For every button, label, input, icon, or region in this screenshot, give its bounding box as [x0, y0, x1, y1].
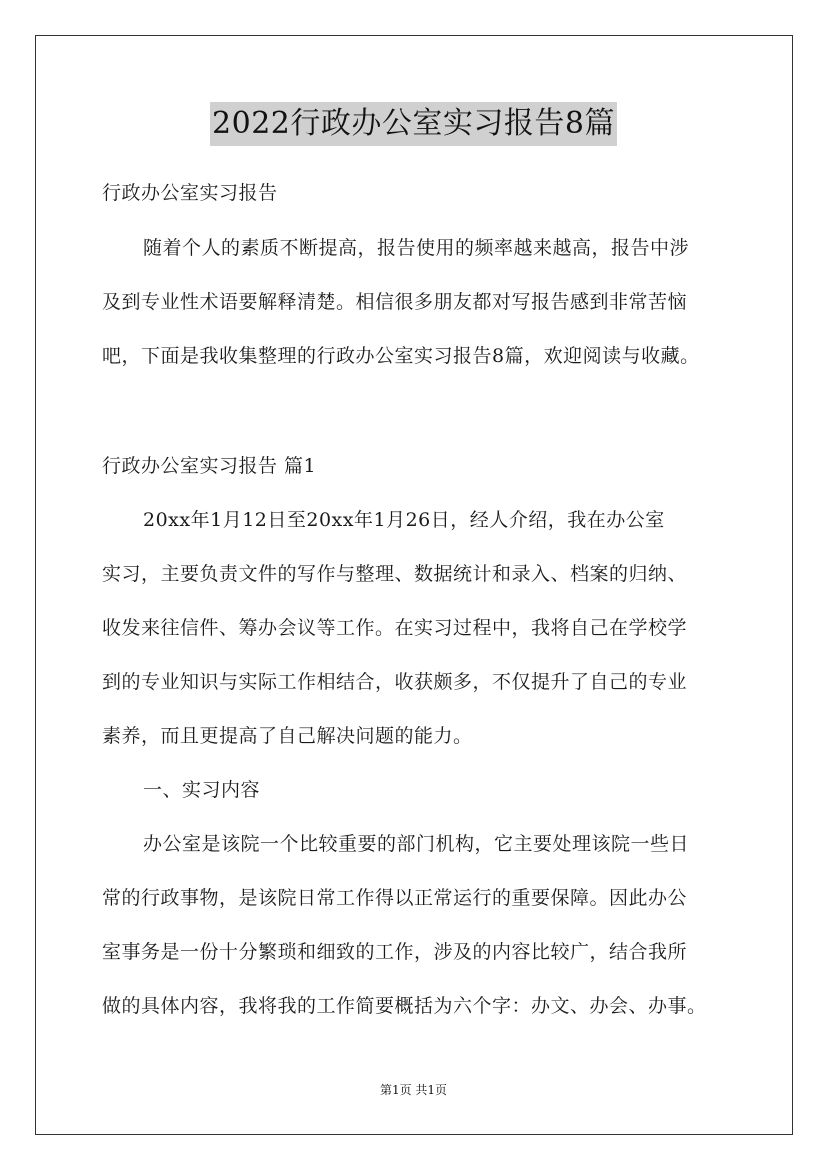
intro-heading: 行政办公室实习报告: [102, 182, 278, 204]
paragraph-line: 常的行政事物，是该院日常工作得以正常运行的重要保障。因此办公: [102, 887, 688, 909]
paragraph-line: 收发来往信件、筹办会议等工作。在实习过程中，我将自己在学校学: [102, 617, 688, 639]
title-wrap: [0, 102, 827, 146]
paragraph-line: 到的专业知识与实际工作相结合，收获颇多，不仅提升了自己的专业: [102, 671, 688, 693]
paragraph-line: 实习，主要负责文件的写作与整理、数据统计和录入、档案的归纳、: [102, 563, 688, 585]
page-footer: 第1页 共1页: [379, 1083, 448, 1097]
paragraph-line: 素养，而且更提高了自己解决问题的能力。: [102, 725, 473, 747]
paragraph-line: 吧，下面是我收集整理的行政办公室实习报告8篇，欢迎阅读与收藏。: [102, 345, 700, 367]
paragraph-line: 20xx年1月12日至20xx年1月26日，经人介绍，我在办公室: [143, 509, 665, 531]
paragraph-line: 及到专业性术语要解释清楚。相信很多朋友都对写报告感到非常苦恼: [102, 291, 688, 313]
paragraph-line: 室事务是一份十分繁琐和细致的工作，涉及的内容比较广，结合我所: [102, 941, 688, 963]
subsection-heading: 一、实习内容: [143, 779, 261, 801]
document-title: 2022行政办公室实习报告8篇: [210, 102, 617, 146]
paragraph-line: 做的具体内容，我将我的工作简要概括为六个字：办文、办会、办事。: [102, 995, 707, 1017]
paragraph-line: 办公室是该院一个比较重要的部门机构，它主要处理该院一些日: [143, 833, 690, 855]
paragraph-line: 随着个人的素质不断提高，报告使用的频率越来越高，报告中涉: [143, 237, 690, 259]
section-heading: 行政办公室实习报告 篇1: [102, 455, 317, 477]
